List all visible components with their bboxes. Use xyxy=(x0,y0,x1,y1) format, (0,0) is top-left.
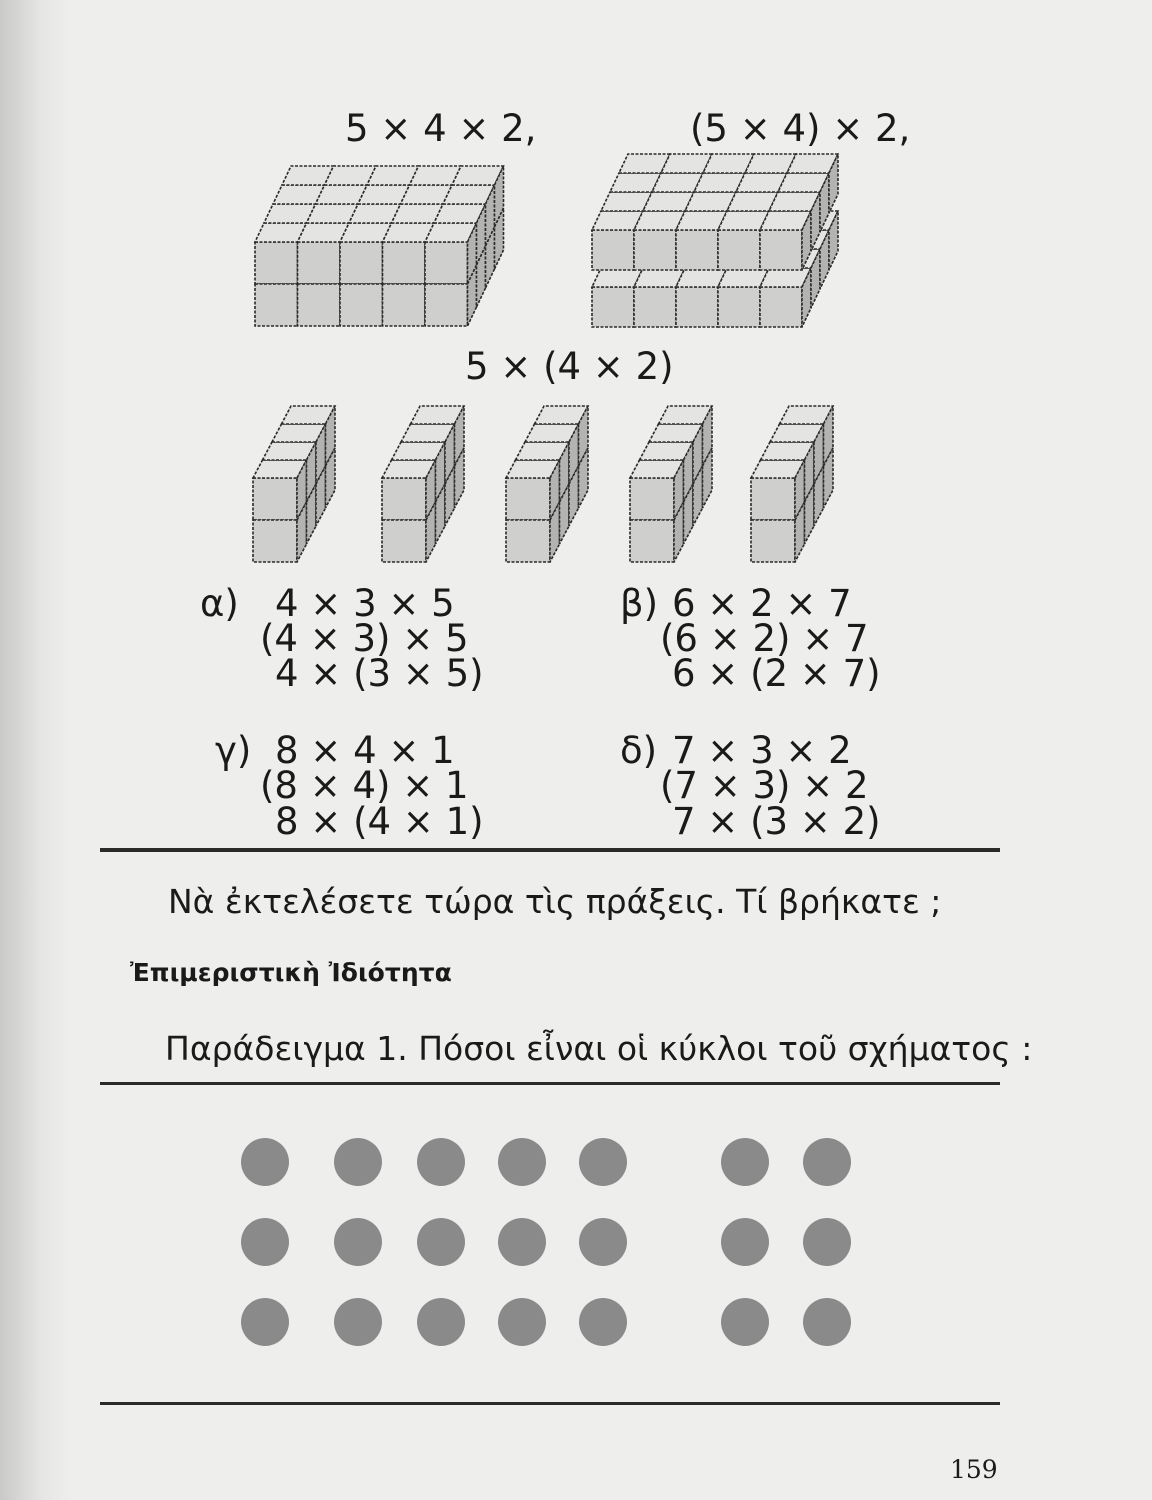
exercise-beta-line-1: 6 × 2 × 7 xyxy=(672,582,852,625)
solid-block-cube-front xyxy=(340,284,383,326)
divider-line-bottom-of-dots xyxy=(100,1402,1000,1405)
exercise-delta-line-3: 7 × (3 × 2) xyxy=(672,800,881,843)
lower-slab-cube-front xyxy=(634,287,676,327)
column-5-cube-front xyxy=(751,520,795,562)
solid-block-cube-top xyxy=(425,223,477,242)
upper-slab-cube-top xyxy=(769,192,820,211)
solid-block-cube-top xyxy=(434,204,486,223)
exercise-delta-line-2: (7 × 3) × 2 xyxy=(660,764,869,807)
solid-block-cube-front xyxy=(425,242,468,284)
circle-dot xyxy=(721,1138,769,1186)
upper-slab-cube-top xyxy=(760,211,811,230)
circle-dot xyxy=(241,1218,289,1266)
exercise-gamma-label: γ) xyxy=(215,729,252,772)
exercise-gamma-line-3: 8 × (4 × 1) xyxy=(275,800,484,843)
page-number: 159 xyxy=(950,1455,998,1484)
formula-5x4-grouped: (5 × 4) × 2, xyxy=(690,107,911,150)
exercise-alpha-line-2: (4 × 3) × 5 xyxy=(260,617,469,660)
exercise-gamma-line-2: (8 × 4) × 1 xyxy=(260,764,469,807)
circle-dot xyxy=(579,1298,627,1346)
upper-slab-cube-front xyxy=(592,230,634,270)
circle-dot xyxy=(334,1138,382,1186)
column-1-cube-front xyxy=(253,520,297,562)
lower-slab-cube-front xyxy=(760,287,802,327)
example-text: Παράδειγμα 1. Πόσοι εἶναι οἱ κύκλοι τοῦ σχήματος : xyxy=(165,1029,1033,1068)
exercise-beta-line-3: 6 × (2 × 7) xyxy=(672,652,881,695)
circle-dot xyxy=(417,1138,465,1186)
column-2-cube-front xyxy=(382,520,426,562)
exercise-beta-label: β) xyxy=(620,582,659,625)
formula-5-times-4x2: 5 × (4 × 2) xyxy=(465,345,674,388)
solid-block-cube-top xyxy=(443,185,495,204)
solid-block-cube-front xyxy=(340,242,383,284)
column-2-cube-front xyxy=(382,478,426,520)
solid-block-cube-front xyxy=(298,284,341,326)
section-heading: Ἐπιμεριστικὴ Ἰδιότητα xyxy=(130,958,452,987)
solid-block-cube-front xyxy=(383,284,426,326)
exercise-alpha-label: α) xyxy=(200,582,239,625)
upper-slab-cube-front xyxy=(676,230,718,270)
exercise-delta-line-1: 7 × 3 × 2 xyxy=(672,729,852,772)
exercise-beta-line-2: (6 × 2) × 7 xyxy=(660,617,869,660)
circle-dot xyxy=(498,1298,546,1346)
circle-dot xyxy=(417,1298,465,1346)
circle-dot xyxy=(241,1298,289,1346)
divider-line-top-of-dots xyxy=(100,1082,1000,1085)
circle-dot xyxy=(241,1138,289,1186)
exercise-alpha-line-1: 4 × 3 × 5 xyxy=(275,582,455,625)
circle-dot xyxy=(498,1218,546,1266)
column-5-cube-front xyxy=(751,478,795,520)
upper-slab-cube-front xyxy=(634,230,676,270)
circle-dot xyxy=(498,1138,546,1186)
exercise-gamma-line-1: 8 × 4 × 1 xyxy=(275,729,455,772)
divider-line xyxy=(100,848,1000,852)
column-4-cube-front xyxy=(630,478,674,520)
solid-block-cube-front xyxy=(298,242,341,284)
lower-slab-cube-front xyxy=(676,287,718,327)
solid-block-cube-top xyxy=(452,166,504,185)
upper-slab-cube-top xyxy=(787,154,838,173)
exercise-delta-label: δ) xyxy=(620,729,658,772)
lower-slab-cube-front xyxy=(718,287,760,327)
lower-slab-cube-front xyxy=(592,287,634,327)
column-1-cube-front xyxy=(253,478,297,520)
formula-5x4x2: 5 × 4 × 2, xyxy=(345,107,537,150)
circle-dot xyxy=(721,1298,769,1346)
circle-dot xyxy=(579,1138,627,1186)
solid-block-cube-front xyxy=(255,284,298,326)
circle-dot xyxy=(417,1218,465,1266)
lower-slab-cube-top xyxy=(760,268,811,287)
circle-dot xyxy=(334,1298,382,1346)
solid-block-cube-front xyxy=(425,284,468,326)
exercise-alpha-line-3: 4 × (3 × 5) xyxy=(275,652,484,695)
instruction-text: Νὰ ἐκτελέσετε τώρα τὶς πράξεις. Τί βρήκατε ; xyxy=(168,882,942,921)
circle-dot xyxy=(334,1218,382,1266)
column-4-cube-front xyxy=(630,520,674,562)
circle-dot xyxy=(803,1138,851,1186)
column-3-cube-front xyxy=(506,478,550,520)
circle-dot xyxy=(803,1298,851,1346)
upper-slab-cube-top xyxy=(778,173,829,192)
upper-slab-cube-front xyxy=(760,230,802,270)
solid-block-cube-front xyxy=(255,242,298,284)
column-3-cube-front xyxy=(506,520,550,562)
solid-block-cube-front xyxy=(383,242,426,284)
circle-dot xyxy=(721,1218,769,1266)
circle-dot xyxy=(803,1218,851,1266)
circle-dot xyxy=(579,1218,627,1266)
upper-slab-cube-front xyxy=(718,230,760,270)
